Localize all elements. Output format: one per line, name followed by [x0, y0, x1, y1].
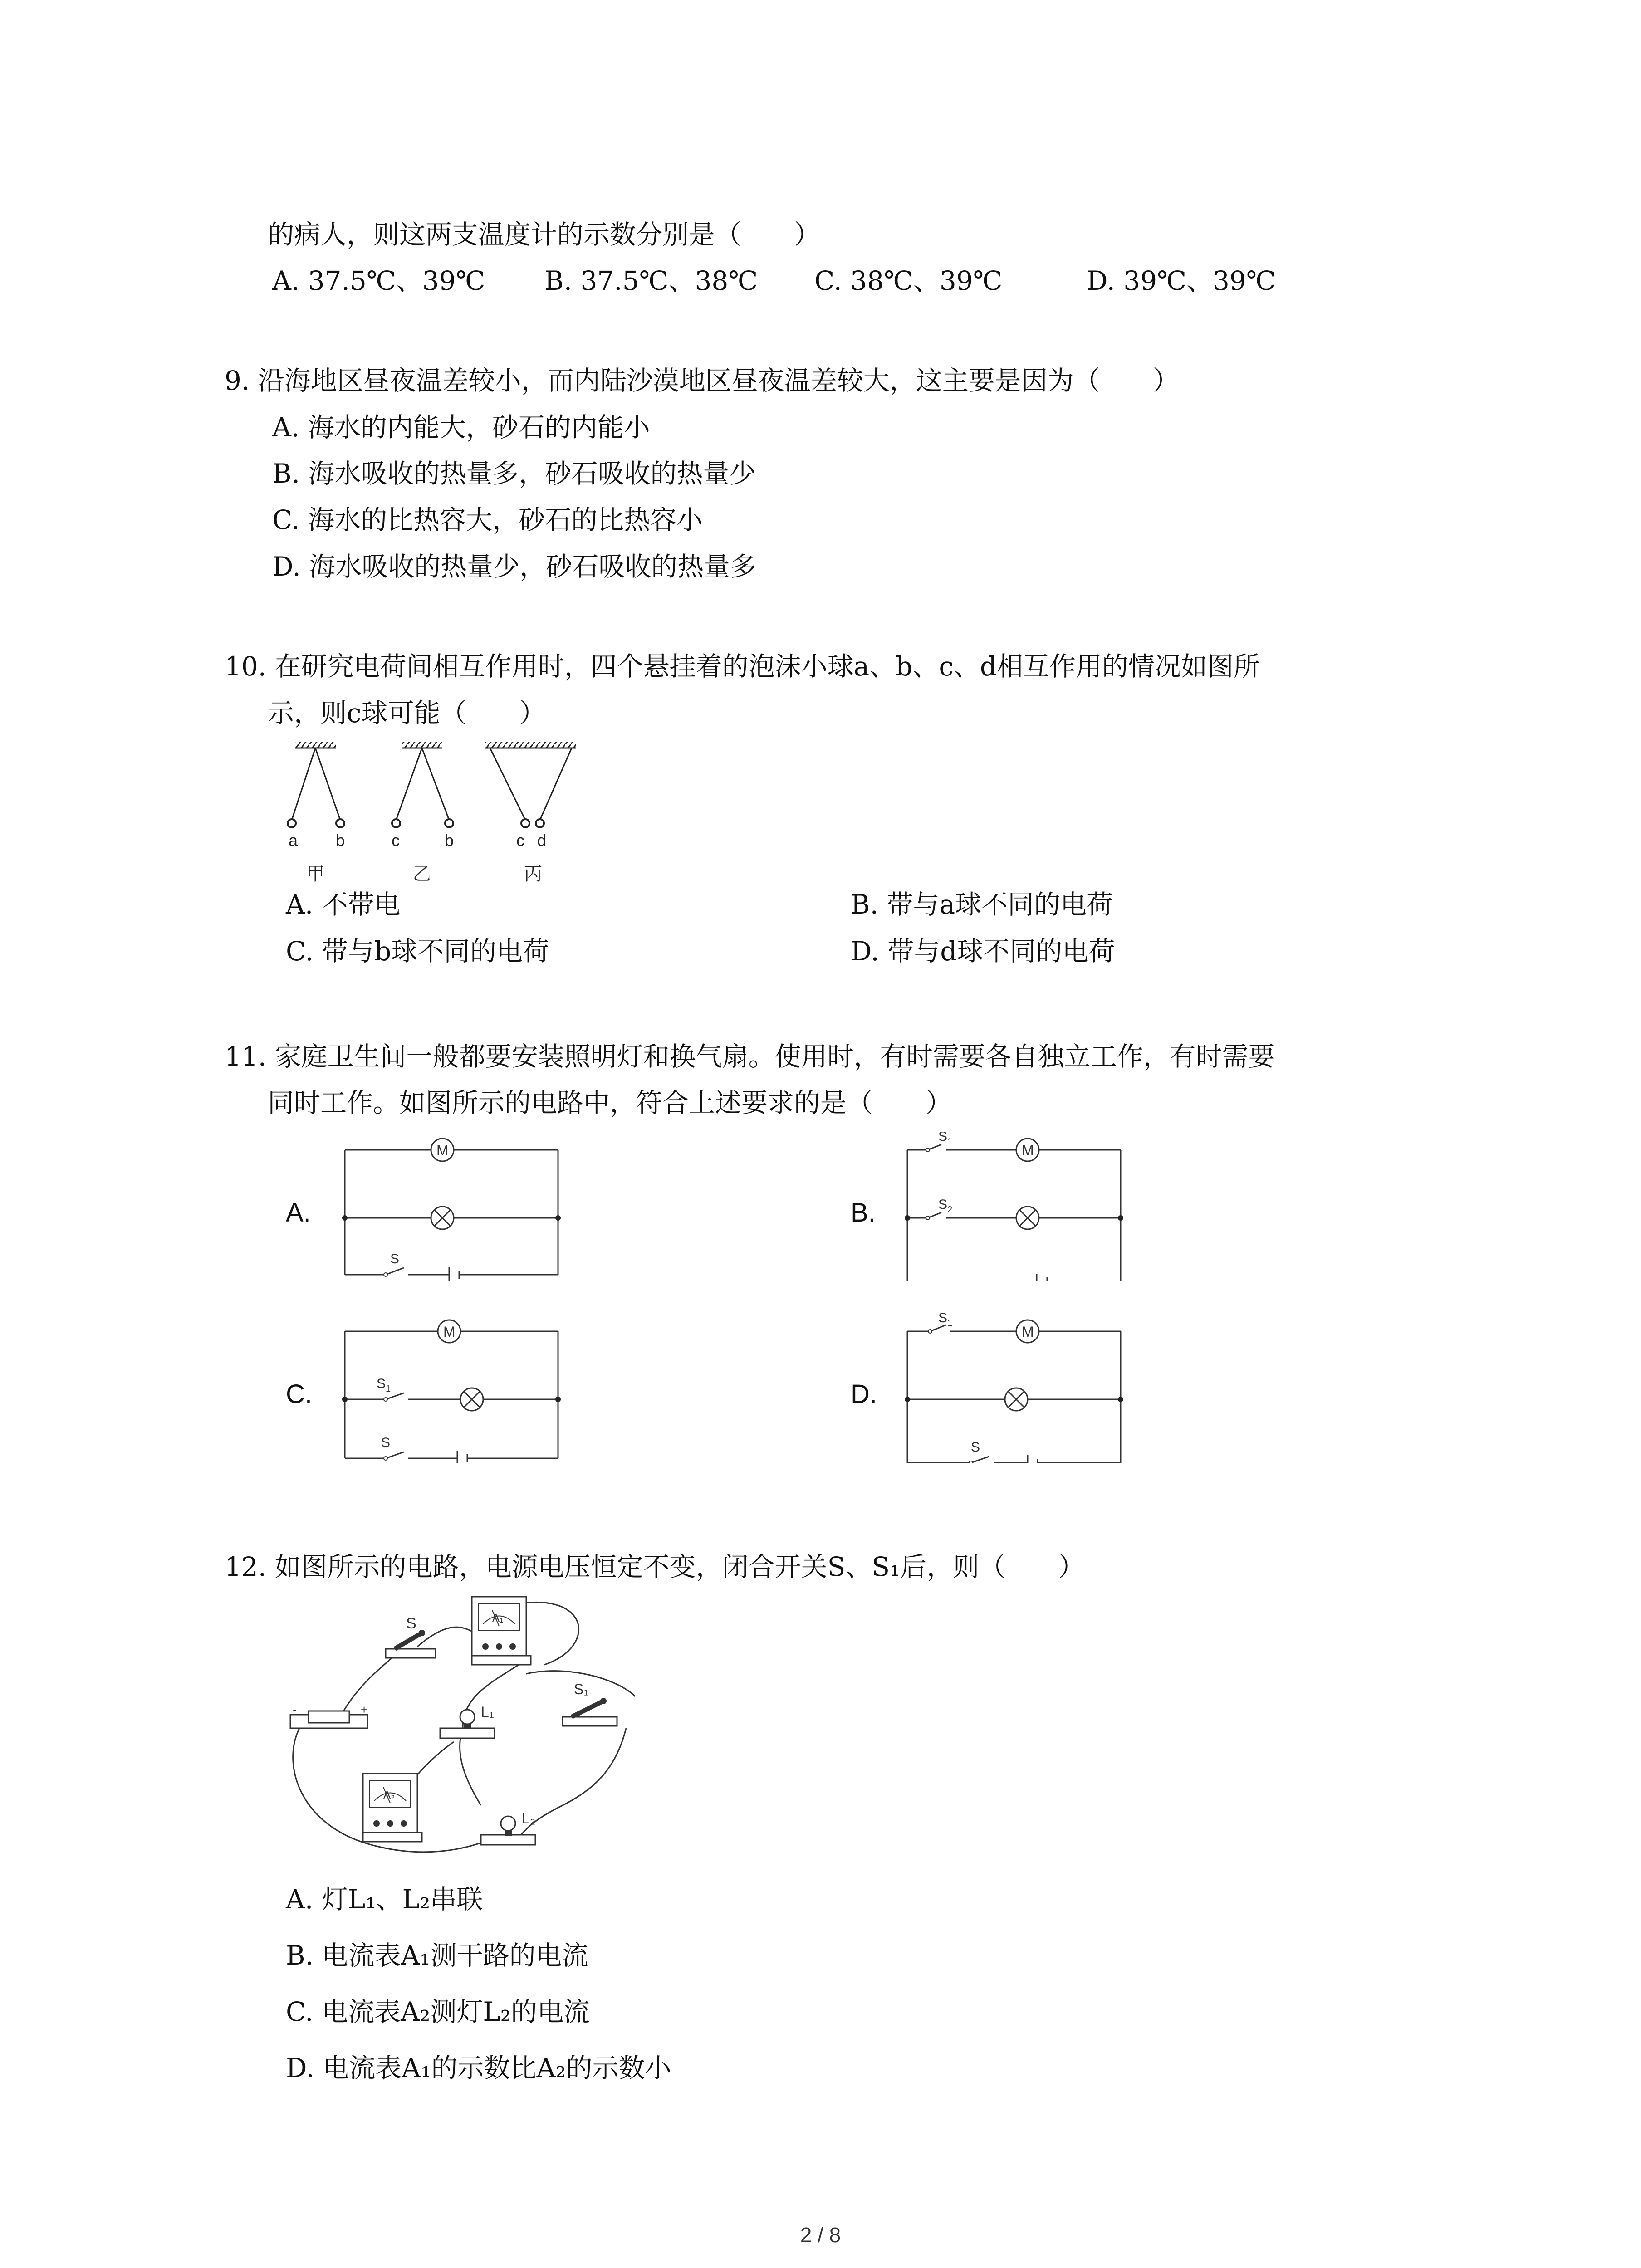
ball-label-b: b [336, 831, 345, 850]
ball-label-b-2: b [445, 831, 454, 850]
switch-label-s1: $S_1$ [938, 1313, 953, 1328]
switch-s1-device [563, 1698, 617, 1726]
ball-a [288, 819, 296, 827]
q10-option-c[interactable]: C. 带与b球不同的电荷 [286, 936, 549, 967]
q11-option-d-letter[interactable]: D. [851, 1379, 877, 1409]
q11-option-c-letter[interactable]: C. [286, 1379, 312, 1409]
q12-option-c[interactable]: C. 电流表A₂测灯L₂的电流 [286, 1996, 590, 2027]
svg-text:-: - [293, 1703, 297, 1716]
q10-option-d[interactable]: D. 带与d球不同的电荷 [851, 936, 1115, 967]
label-s: S [406, 1615, 416, 1632]
q10-option-a[interactable]: A. 不带电 [286, 889, 401, 920]
q12-option-d[interactable]: D. 电流表A₁的示数比A₂的示数小 [286, 2053, 671, 2083]
hanger-bing [485, 742, 576, 748]
group-label-bing: 丙 [524, 864, 542, 884]
switch-label-s1: $S_1$ [938, 1132, 953, 1147]
q8-option-a[interactable]: A. 37.5℃、39℃ [272, 265, 485, 296]
motor-label: M [1022, 1142, 1034, 1158]
ball-c [392, 819, 400, 827]
motor-label: M [1022, 1324, 1034, 1340]
ball-d [536, 819, 544, 827]
q11-option-a-letter[interactable]: A. [286, 1198, 311, 1227]
q8-option-c[interactable]: C. 38℃、39℃ [814, 265, 1003, 296]
switch-s-device [386, 1630, 436, 1658]
circuit-b[interactable] [903, 1132, 1130, 1281]
q12-option-a[interactable]: A. 灯L₁、L₂串联 [286, 1884, 483, 1915]
q11-stem-line1: 11. 家庭卫生间一般都要安装照明灯和换气扇。使用时，有时需要各自独立工作，有时需要 [225, 1041, 1275, 1072]
circuit-a[interactable] [340, 1132, 567, 1281]
switch-label-s: S [390, 1251, 400, 1266]
circuit-d[interactable] [903, 1313, 1130, 1463]
q9-option-d[interactable]: D. 海水吸收的热量少，砂石吸收的热量多 [272, 551, 757, 582]
q9-option-b[interactable]: B. 海水吸收的热量多，砂石吸收的热量少 [272, 458, 756, 489]
q8-option-d[interactable]: D. 39℃、39℃ [1087, 265, 1276, 296]
q12-physical-circuit-figure [272, 1592, 662, 1873]
label-a2: A₂ [383, 1789, 395, 1801]
q10-stem-line2: 示，则c球可能（ ） [268, 698, 546, 728]
q8-stem-line2: 的病人，则这两支温度计的示数分别是（ ） [268, 219, 821, 250]
q10-stem-line1: 10. 在研究电荷间相互作用时，四个悬挂着的泡沫小球a、b、c、d相互作用的情况如图所 [225, 651, 1260, 682]
svg-text:+: + [361, 1703, 368, 1716]
label-s1: S₁ [574, 1681, 589, 1697]
ammeter-a2-device [363, 1774, 422, 1842]
page-number: 2 / 8 [800, 2223, 841, 2247]
ball-label-c: c [392, 831, 400, 850]
ammeter-a1-device [472, 1597, 531, 1665]
label-l1: L₁ [481, 1704, 494, 1720]
motor-label: M [443, 1324, 456, 1340]
circuit-c[interactable] [340, 1313, 567, 1463]
q10-option-b[interactable]: B. 带与a球不同的电荷 [851, 889, 1113, 920]
label-l2: L₂ [522, 1810, 536, 1827]
switch-label-s1: $S_1$ [377, 1376, 391, 1394]
ball-b [336, 819, 344, 827]
q9-option-a[interactable]: A. 海水的内能大，砂石的内能小 [272, 412, 650, 443]
switch-label-s: S [381, 1435, 391, 1450]
q12-option-b[interactable]: B. 电流表A₁测干路的电流 [286, 1940, 588, 1971]
hanger-jia [295, 742, 336, 748]
ball-b-2 [445, 819, 453, 827]
battery-device [290, 1703, 367, 1728]
q9-option-c[interactable]: C. 海水的比热容大，砂石的比热容小 [272, 504, 703, 535]
ball-label-a: a [289, 831, 298, 850]
motor-label: M [436, 1142, 449, 1158]
ball-label-d: d [537, 831, 547, 850]
switch-label-s: S [971, 1440, 980, 1455]
q12-stem: 12. 如图所示的电路，电源电压恒定不变，闭合开关S、S₁后，则（ ） [225, 1551, 1085, 1582]
q11-option-b-letter[interactable]: B. [851, 1198, 876, 1227]
ball-label-c-2: c [516, 831, 524, 850]
group-label-jia: 甲 [306, 864, 324, 884]
q10-ball-figure [277, 737, 594, 887]
ball-c-2 [521, 819, 529, 827]
q11-stem-line2: 同时工作。如图所示的电路中，符合上述要求的是（ ） [268, 1087, 952, 1118]
group-label-yi: 乙 [413, 864, 431, 884]
label-a1: A₁ [492, 1612, 504, 1624]
q8-option-b[interactable]: B. 37.5℃、38℃ [544, 265, 758, 296]
switch-label-s2: $S_2$ [938, 1197, 953, 1215]
q9-stem: 9. 沿海地区昼夜温差较小，而内陆沙漠地区昼夜温差较大，这主要是因为（ ） [225, 365, 1179, 396]
hanger-yi [402, 742, 442, 748]
